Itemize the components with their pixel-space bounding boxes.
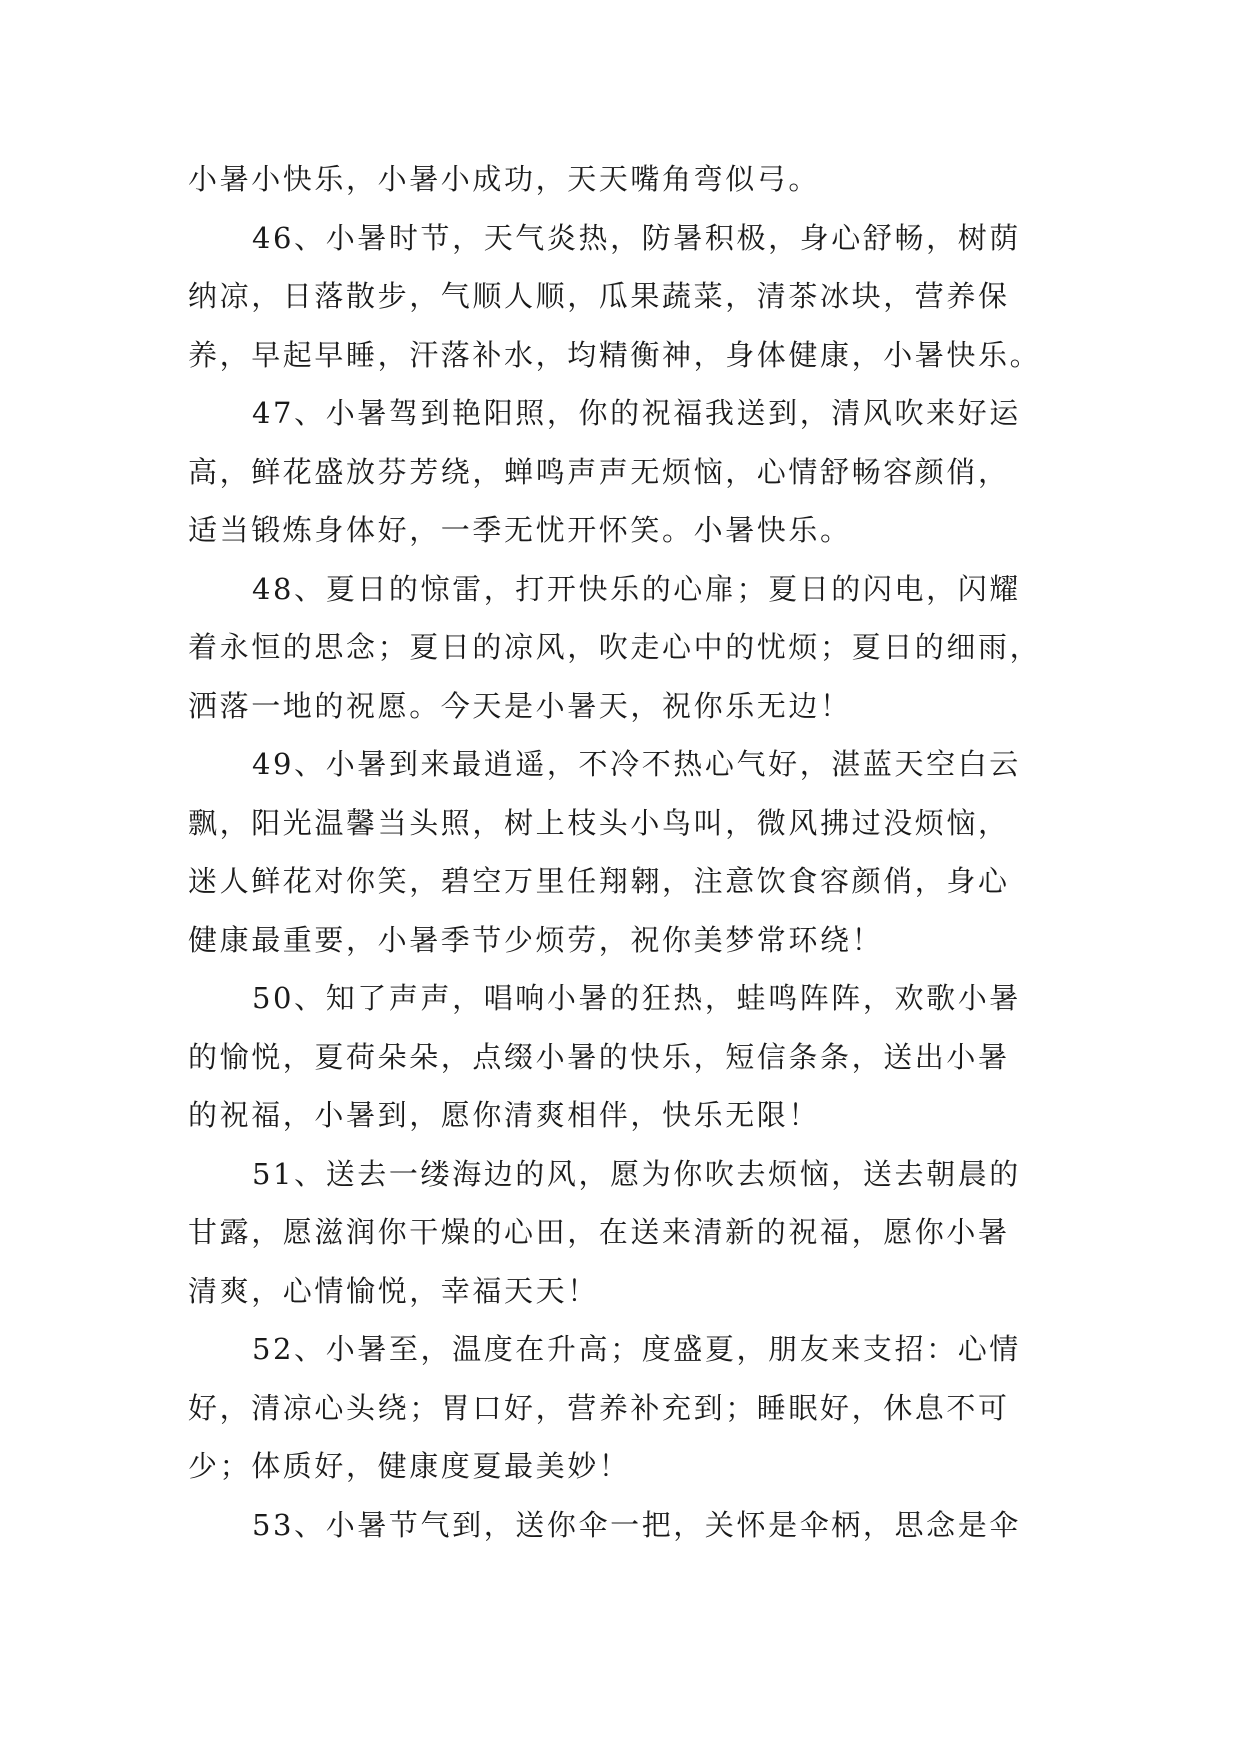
- text-line: 好，清凉心头绕；胃口好，营养补充到；睡眠好，休息不可: [188, 1390, 1010, 1425]
- text-line: 的愉悦，夏荷朵朵，点缀小暑的快乐，短信条条，送出小暑: [188, 1039, 1010, 1074]
- text-line: 适当锻炼身体好，一季无忧开怀笑。小暑快乐。: [188, 513, 852, 547]
- paragraph-first-line: 51、送去一缕海边的风，愿为你吹去烦恼，送去朝晨的: [252, 1156, 1021, 1191]
- text-line: 少；体质好，健康度夏最美妙！: [188, 1449, 631, 1483]
- document-body: [188, 150, 1048, 1554]
- text-line: 甘露，愿滋润你干燥的心田，在送来清新的祝福，愿你小暑: [188, 1215, 1010, 1249]
- text-line: 小暑小快乐，小暑小成功，天天嘴角弯似弓。: [188, 162, 821, 196]
- paragraph-first-line: 47、小暑驾到艳阳照，你的祝福我送到，清风吹来好运: [252, 396, 1021, 430]
- paragraph-first-line: 50、知了声声，唱响小暑的狂热，蛙鸣阵阵，欢歌小暑: [252, 981, 1021, 1015]
- text-line: 清爽，心情愉悦，幸福天天！: [188, 1273, 599, 1308]
- text-line: 飘，阳光温馨当头照，树上枝头小鸟叫，微风拂过没烦恼，: [188, 805, 1010, 840]
- paragraph-first-line: 52、小暑至，温度在升高；度盛夏，朋友来支招：心情: [252, 1332, 1021, 1366]
- text-line: 着永恒的思念；夏日的凉风，吹走心中的忧烦；夏日的细雨，: [188, 630, 1042, 664]
- text-line: 高，鲜花盛放芬芳绕，蝉鸣声声无烦恼，心情舒畅容颜俏，: [188, 454, 1010, 489]
- text-line: 的祝福，小暑到，愿你清爽相伴，快乐无限！: [188, 1098, 821, 1132]
- text-line: 洒落一地的祝愿。今天是小暑天，祝你乐无边！: [188, 688, 852, 723]
- text-line: 健康最重要，小暑季节少烦劳，祝你美梦常环绕！: [188, 922, 884, 957]
- paragraph-first-line: 53、小暑节气到，送你伞一把，关怀是伞柄，思念是伞: [252, 1507, 1021, 1542]
- text-line: 养，早起早睡，汗落补水，均精衡神，身体健康，小暑快乐。: [188, 337, 1042, 372]
- paragraph-first-line: 46、小暑时节，天气炎热，防暑积极，身心舒畅，树荫: [252, 220, 1021, 255]
- text-line: 迷人鲜花对你笑，碧空万里任翔翱，注意饮食容颜俏，身心: [188, 864, 1010, 898]
- paragraph-first-line: 48、夏日的惊雷，打开快乐的心扉；夏日的闪电，闪耀: [252, 571, 1021, 606]
- text-line: 纳凉，日落散步，气顺人顺，瓜果蔬菜，清茶冰块，营养保: [188, 279, 1010, 313]
- paragraph-first-line: 49、小暑到来最逍遥，不冷不热心气好，湛蓝天空白云: [252, 747, 1021, 781]
